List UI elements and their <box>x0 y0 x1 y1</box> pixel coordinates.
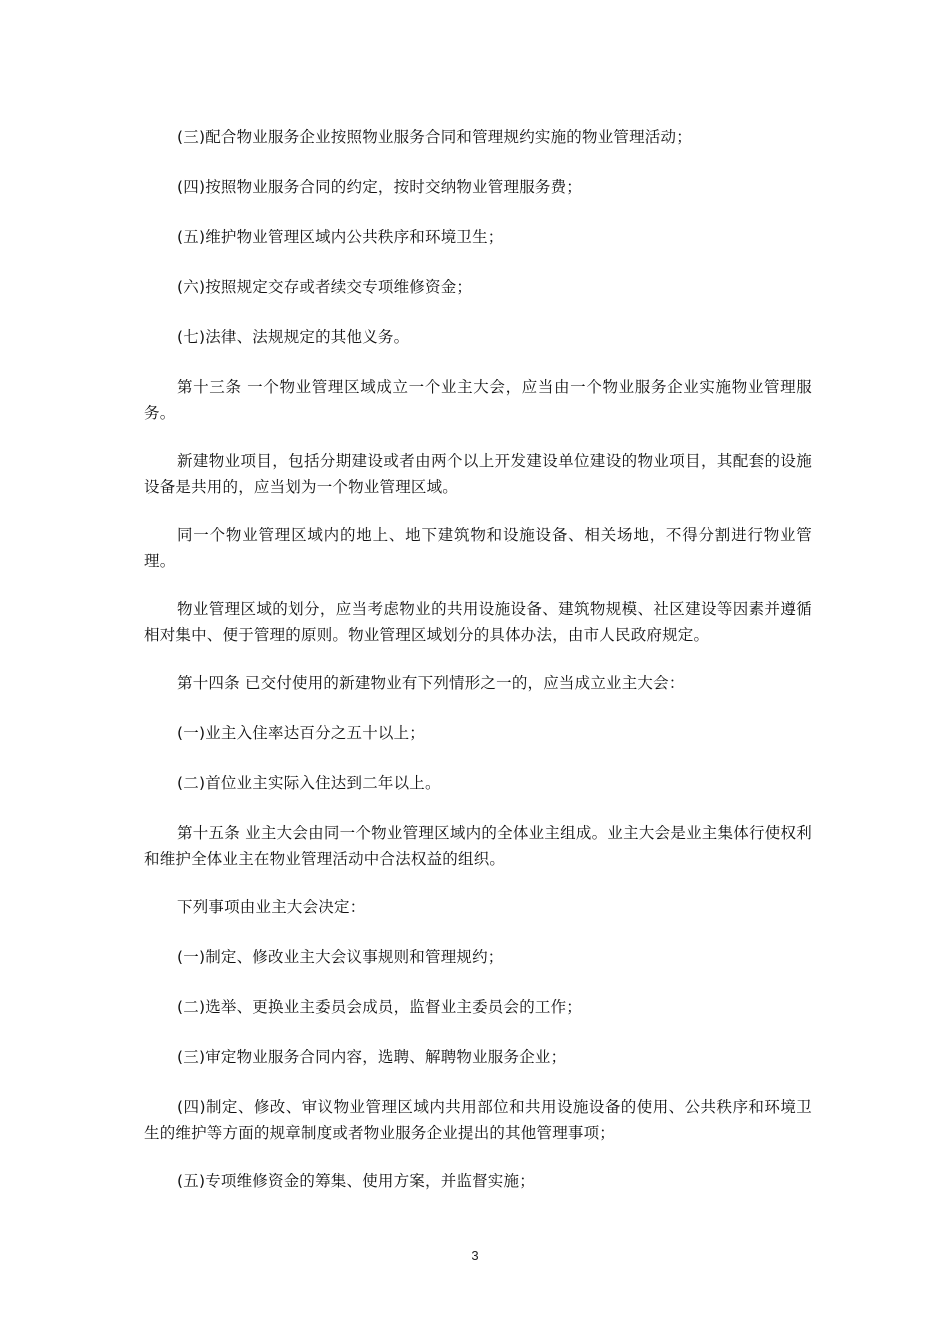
paragraph-duty-5: (五)维护物业管理区域内公共秩序和环境卫生； <box>177 228 504 246</box>
paragraph-area-division: 物业管理区域的划分，应当考虑物业的共用设施设备、建筑物规模、社区建设等因素并遵循相对集中、便于管理的原则。物业管理区域划分的具体办法，由市人民政府规定。 <box>144 600 812 644</box>
paragraph-matter-3: (三)审定物业服务合同内容，选聘、解聘物业服务企业； <box>177 1048 567 1066</box>
paragraph-duty-3: (三)配合物业服务企业按照物业服务合同和管理规约实施的物业管理活动； <box>177 128 692 146</box>
paragraph-article-15: 第十五条 业主大会由同一个物业管理区域内的全体业主组成。业主大会是业主集体行使权利和维护全体业主在物业管理活动中合法权益的组织。 <box>144 824 812 868</box>
paragraph-article-14: 第十四条 已交付使用的新建物业有下列情形之一的，应当成立业主大会： <box>177 674 685 692</box>
paragraph-condition-1: (一)业主入住率达百分之五十以上； <box>177 724 425 742</box>
paragraph-matter-1: (一)制定、修改业主大会议事规则和管理规约； <box>177 948 504 966</box>
paragraph-matter-2: (二)选举、更换业主委员会成员，监督业主委员会的工作； <box>177 998 582 1016</box>
page-number: 3 <box>471 1248 479 1263</box>
paragraph-article-13: 第十三条 一个物业管理区域成立一个业主大会，应当由一个物业服务企业实施物业管理服务。 <box>144 378 812 422</box>
paragraph-new-project: 新建物业项目，包括分期建设或者由两个以上开发建设单位建设的物业项目，其配套的设施设备是共用的，应当划为一个物业管理区域。 <box>144 452 812 496</box>
paragraph-duty-7: (七)法律、法规规定的其他义务。 <box>177 328 410 346</box>
paragraph-matter-4: (四)制定、修改、审议物业管理区域内共用部位和共用设施设备的使用、公共秩序和环境卫生的维护等方面的规章制度或者物业服务企业提出的其他管理事项； <box>144 1098 812 1142</box>
paragraph-duty-6: (六)按照规定交存或者续交专项维修资金； <box>177 278 473 296</box>
paragraph-condition-2: (二)首位业主实际入住达到二年以上。 <box>177 774 441 792</box>
paragraph-duty-4: (四)按照物业服务合同的约定，按时交纳物业管理服务费； <box>177 178 582 196</box>
paragraph-no-division: 同一个物业管理区域内的地上、地下建筑物和设施设备、相关场地，不得分割进行物业管理。 <box>144 526 812 570</box>
paragraph-matter-5: (五)专项维修资金的筹集、使用方案，并监督实施； <box>177 1172 535 1190</box>
paragraph-matters-intro: 下列事项由业主大会决定： <box>177 898 366 916</box>
